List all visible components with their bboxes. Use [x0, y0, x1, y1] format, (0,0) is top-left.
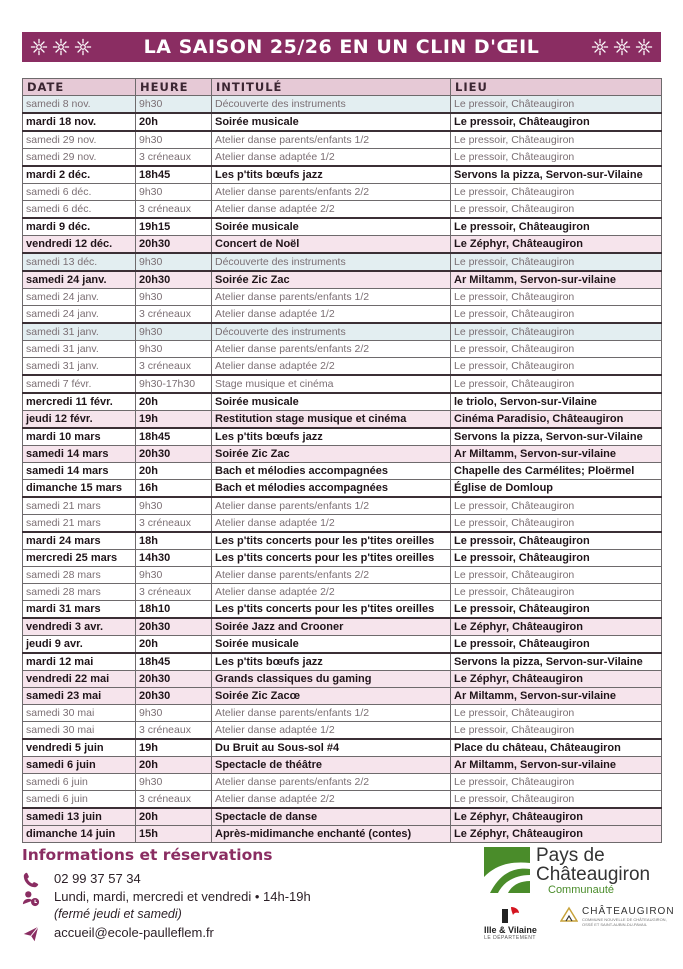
cell-date: samedi 21 mars [23, 515, 136, 533]
cell-place: Le pressoir, Châteaugiron [451, 289, 662, 306]
cell-title: Atelier danse adaptée 2/2 [212, 791, 451, 809]
cell-date: samedi 6 juin [23, 757, 136, 774]
cell-date: mercredi 11 févr. [23, 393, 136, 411]
cell-date: mardi 31 mars [23, 601, 136, 619]
table-row [23, 446, 662, 463]
cell-date: samedi 14 mars [23, 463, 136, 480]
cell-time: 19h [136, 739, 212, 757]
cell-title: Bach et mélodies accompagnées [212, 463, 451, 480]
table-row [23, 515, 662, 533]
cell-place: Le pressoir, Châteaugiron [451, 306, 662, 324]
cell-place: Le pressoir, Châteaugiron [451, 515, 662, 533]
cell-time: 20h30 [136, 271, 212, 289]
cell-time: 20h [136, 393, 212, 411]
cell-title: Concert de Noël [212, 236, 451, 254]
cell-title: Atelier danse adaptée 1/2 [212, 149, 451, 167]
table-row [23, 375, 662, 393]
cell-title: Spectacle de théâtre [212, 757, 451, 774]
flower-icon [30, 38, 48, 56]
cell-time: 3 créneaux [136, 358, 212, 376]
cell-date: mardi 24 mars [23, 532, 136, 550]
flower-decoration-right [591, 38, 653, 56]
cell-time: 20h30 [136, 688, 212, 705]
cell-time: 20h [136, 463, 212, 480]
table-row [23, 411, 662, 429]
cell-date: dimanche 15 mars [23, 480, 136, 498]
cell-place: Ar Miltamm, Servon-sur-vilaine [451, 446, 662, 463]
cell-date: vendredi 12 déc. [23, 236, 136, 254]
cell-time: 20h [136, 808, 212, 826]
flower-icon [591, 38, 609, 56]
cell-place: Servons la pizza, Servon-sur-Vilaine [451, 428, 662, 446]
cell-date: samedi 13 juin [23, 808, 136, 826]
cell-place: Le pressoir, Châteaugiron [451, 358, 662, 376]
cell-place: Le pressoir, Châteaugiron [451, 584, 662, 601]
cell-date: mercredi 25 mars [23, 550, 136, 567]
table-row [23, 306, 662, 324]
table-row [23, 688, 662, 705]
cell-place: Ar Miltamm, Servon-sur-vilaine [451, 757, 662, 774]
table-row [23, 149, 662, 167]
pays-chateaugiron-logo [484, 847, 650, 896]
cell-date: samedi 6 juin [23, 774, 136, 791]
cell-title: Les p'tits bœufs jazz [212, 428, 451, 446]
table-row [23, 550, 662, 567]
cell-time: 3 créneaux [136, 791, 212, 809]
cell-place: Servons la pizza, Servon-sur-Vilaine [451, 653, 662, 671]
cell-time: 16h [136, 480, 212, 498]
table-row [23, 463, 662, 480]
cell-place: Chapelle des Carmélites; Ploërmel [451, 463, 662, 480]
cell-place: Le pressoir, Châteaugiron [451, 567, 662, 584]
flower-decoration-left [30, 38, 92, 56]
table-row [23, 671, 662, 688]
flower-icon [74, 38, 92, 56]
cell-title: Soirée Zic Zac [212, 271, 451, 289]
table-row [23, 567, 662, 584]
paper-plane-icon [22, 925, 40, 943]
cell-date: samedi 7 févr. [23, 375, 136, 393]
table-row [23, 601, 662, 619]
cell-title: Atelier danse adaptée 1/2 [212, 722, 451, 740]
cell-title: Après-midimanche enchanté (contes) [212, 826, 451, 843]
cell-time: 18h45 [136, 653, 212, 671]
cell-place: Le pressoir, Châteaugiron [451, 341, 662, 358]
cell-time: 18h45 [136, 166, 212, 184]
cell-title: Les p'tits bœufs jazz [212, 653, 451, 671]
cell-title: Soirée musicale [212, 393, 451, 411]
cell-date: vendredi 3 avr. [23, 618, 136, 636]
cell-date: samedi 24 janv. [23, 306, 136, 324]
chateaugiron-name: CHÂTEAUGIRON [582, 906, 675, 917]
cell-date: jeudi 9 avr. [23, 636, 136, 654]
cell-time: 3 créneaux [136, 722, 212, 740]
cell-time: 9h30 [136, 497, 212, 515]
cell-date: samedi 31 janv. [23, 323, 136, 341]
table-row [23, 705, 662, 722]
ille-vilaine-sub: LE DÉPARTEMENT [484, 935, 536, 941]
cell-time: 9h30 [136, 289, 212, 306]
cell-time: 9h30 [136, 253, 212, 271]
cell-date: samedi 30 mai [23, 722, 136, 740]
table-row [23, 393, 662, 411]
pays-logo-line2: Châteaugiron [536, 864, 651, 885]
cell-title: Soirée musicale [212, 636, 451, 654]
table-row [23, 584, 662, 601]
cell-place: Servons la pizza, Servon-sur-Vilaine [451, 166, 662, 184]
cell-time: 3 créneaux [136, 515, 212, 533]
table-header-row [23, 79, 662, 96]
cell-place: Le pressoir, Châteaugiron [451, 323, 662, 341]
chateaugiron-icon [560, 906, 578, 922]
cell-date: vendredi 22 mai [23, 671, 136, 688]
cell-place: Le pressoir, Châteaugiron [451, 149, 662, 167]
table-row [23, 113, 662, 131]
cell-time: 9h30 [136, 96, 212, 114]
cell-place: Ar Miltamm, Servon-sur-vilaine [451, 688, 662, 705]
cell-title: Atelier danse parents/enfants 2/2 [212, 184, 451, 201]
cell-date: samedi 31 janv. [23, 341, 136, 358]
cell-time: 3 créneaux [136, 149, 212, 167]
ille-vilaine-name: Ille & Vilaine [484, 925, 537, 935]
table-row [23, 497, 662, 515]
cell-date: samedi 29 nov. [23, 131, 136, 149]
cell-title: Atelier danse adaptée 2/2 [212, 201, 451, 219]
email-link[interactable]: accueil@ecole-paulleflem.fr [54, 925, 214, 940]
cell-date: samedi 13 déc. [23, 253, 136, 271]
cell-title: Soirée musicale [212, 218, 451, 236]
cell-place: Le pressoir, Châteaugiron [451, 218, 662, 236]
cell-time: 9h30 [136, 131, 212, 149]
cell-date: samedi 23 mai [23, 688, 136, 705]
cell-title: Atelier danse parents/enfants 2/2 [212, 774, 451, 791]
cell-date: samedi 24 janv. [23, 289, 136, 306]
cell-title: Bach et mélodies accompagnées [212, 480, 451, 498]
cell-title: Soirée Zic Zacœ [212, 688, 451, 705]
info-title: Informations et réservations [22, 846, 273, 864]
table-row [23, 653, 662, 671]
cell-place: le triolo, Servon-sur-Vilaine [451, 393, 662, 411]
cell-place: Cinéma Paradisio, Châteaugiron [451, 411, 662, 429]
cell-date: samedi 21 mars [23, 497, 136, 515]
email-line [22, 925, 214, 943]
cell-time: 9h30 [136, 705, 212, 722]
closed-days: (fermé jeudi et samedi) [54, 907, 182, 921]
table-row [23, 236, 662, 254]
cell-title: Découverte des instruments [212, 253, 451, 271]
chateaugiron-commune-logo [560, 906, 678, 927]
cell-date: samedi 24 janv. [23, 271, 136, 289]
pays-logo-line1: Pays de [536, 845, 605, 866]
table-row [23, 636, 662, 654]
cell-title: Atelier danse parents/enfants 1/2 [212, 131, 451, 149]
cell-time: 9h30-17h30 [136, 375, 212, 393]
cell-place: Le pressoir, Châteaugiron [451, 550, 662, 567]
chateaugiron-sub: COMMUNE NOUVELLE DE CHÂTEAUGIRON, OSSÉ ET SAINT-AUBIN-DU-PAVAIL [582, 917, 667, 927]
cell-time: 9h30 [136, 567, 212, 584]
title-banner [22, 32, 661, 62]
cell-time: 19h [136, 411, 212, 429]
table-row [23, 253, 662, 271]
cell-place: Le pressoir, Châteaugiron [451, 375, 662, 393]
cell-title: Spectacle de danse [212, 808, 451, 826]
cell-time: 19h15 [136, 218, 212, 236]
cell-time: 9h30 [136, 323, 212, 341]
phone-number[interactable]: 02 99 37 57 34 [54, 871, 141, 886]
cell-time: 20h30 [136, 618, 212, 636]
user-clock-icon [22, 889, 40, 907]
cell-date: mardi 10 mars [23, 428, 136, 446]
cell-date: samedi 30 mai [23, 705, 136, 722]
cell-place: Place du château, Châteaugiron [451, 739, 662, 757]
column-header-time: HEURE [136, 79, 212, 96]
table-row [23, 271, 662, 289]
cell-time: 20h [136, 636, 212, 654]
cell-time: 20h30 [136, 671, 212, 688]
cell-place: Le pressoir, Châteaugiron [451, 96, 662, 114]
schedule-table [22, 78, 662, 843]
cell-place: Le Zéphyr, Châteaugiron [451, 808, 662, 826]
cell-time: 18h [136, 532, 212, 550]
cell-place: Le pressoir, Châteaugiron [451, 184, 662, 201]
cell-title: Atelier danse parents/enfants 2/2 [212, 567, 451, 584]
table-row [23, 184, 662, 201]
cell-place: Le pressoir, Châteaugiron [451, 253, 662, 271]
cell-title: Soirée Jazz and Crooner [212, 618, 451, 636]
table-row [23, 480, 662, 498]
cell-time: 3 créneaux [136, 201, 212, 219]
cell-title: Atelier danse parents/enfants 1/2 [212, 705, 451, 722]
cell-title: Atelier danse adaptée 2/2 [212, 584, 451, 601]
page-title: LA SAISON 25/26 EN UN CLIN D'ŒIL [143, 36, 540, 58]
table-row [23, 218, 662, 236]
cell-title: Atelier danse adaptée 2/2 [212, 358, 451, 376]
cell-title: Stage musique et cinéma [212, 375, 451, 393]
cell-date: samedi 14 mars [23, 446, 136, 463]
pays-logo-line3: Communauté [548, 884, 615, 896]
cell-title: Atelier danse parents/enfants 2/2 [212, 341, 451, 358]
phone-line [22, 871, 141, 889]
cell-time: 9h30 [136, 184, 212, 201]
cell-time: 18h10 [136, 601, 212, 619]
cell-title: Découverte des instruments [212, 323, 451, 341]
cell-date: samedi 31 janv. [23, 358, 136, 376]
table-row [23, 358, 662, 376]
cell-place: Le pressoir, Châteaugiron [451, 601, 662, 619]
cell-date: mardi 18 nov. [23, 113, 136, 131]
cell-title: Soirée Zic Zac [212, 446, 451, 463]
column-header-place: LIEU [451, 79, 662, 96]
cell-time: 14h30 [136, 550, 212, 567]
table-row [23, 289, 662, 306]
cell-title: Grands classiques du gaming [212, 671, 451, 688]
pays-logo-icon [484, 847, 530, 893]
cell-time: 20h30 [136, 236, 212, 254]
cell-place: Le Zéphyr, Châteaugiron [451, 671, 662, 688]
table-row [23, 532, 662, 550]
table-row [23, 791, 662, 809]
cell-place: Le pressoir, Châteaugiron [451, 131, 662, 149]
cell-time: 18h45 [136, 428, 212, 446]
cell-place: Le Zéphyr, Châteaugiron [451, 618, 662, 636]
cell-date: dimanche 14 juin [23, 826, 136, 843]
cell-date: samedi 28 mars [23, 584, 136, 601]
cell-time: 20h [136, 757, 212, 774]
table-row [23, 618, 662, 636]
hours-line [22, 889, 311, 907]
table-row [23, 774, 662, 791]
table-row [23, 428, 662, 446]
cell-place: Église de Domloup [451, 480, 662, 498]
cell-title: Atelier danse parents/enfants 1/2 [212, 289, 451, 306]
cell-place: Le Zéphyr, Châteaugiron [451, 236, 662, 254]
cell-date: samedi 8 nov. [23, 96, 136, 114]
cell-title: Atelier danse adaptée 1/2 [212, 515, 451, 533]
table-row [23, 201, 662, 219]
table-row [23, 826, 662, 843]
cell-date: samedi 6 déc. [23, 201, 136, 219]
cell-time: 3 créneaux [136, 584, 212, 601]
cell-title: Restitution stage musique et cinéma [212, 411, 451, 429]
table-row [23, 166, 662, 184]
cell-place: Le pressoir, Châteaugiron [451, 636, 662, 654]
table-row [23, 96, 662, 114]
cell-title: Les p'tits concerts pour les p'tites oreilles [212, 601, 451, 619]
cell-title: Soirée musicale [212, 113, 451, 131]
table-row [23, 739, 662, 757]
cell-time: 20h30 [136, 446, 212, 463]
cell-place: Le pressoir, Châteaugiron [451, 201, 662, 219]
table-row [23, 722, 662, 740]
column-header-date: DATE [23, 79, 136, 96]
cell-place: Le pressoir, Châteaugiron [451, 774, 662, 791]
cell-date: samedi 6 juin [23, 791, 136, 809]
cell-date: mardi 9 déc. [23, 218, 136, 236]
table-row [23, 131, 662, 149]
cell-place: Le pressoir, Châteaugiron [451, 497, 662, 515]
cell-time: 20h [136, 113, 212, 131]
column-header-title: INTITULÉ [212, 79, 451, 96]
cell-time: 15h [136, 826, 212, 843]
flower-icon [613, 38, 631, 56]
flower-icon [52, 38, 70, 56]
table-row [23, 757, 662, 774]
cell-date: samedi 29 nov. [23, 149, 136, 167]
cell-place: Le pressoir, Châteaugiron [451, 791, 662, 809]
cell-date: vendredi 5 juin [23, 739, 136, 757]
cell-place: Le Zéphyr, Châteaugiron [451, 826, 662, 843]
cell-title: Du Bruit au Sous-sol #4 [212, 739, 451, 757]
cell-title: Découverte des instruments [212, 96, 451, 114]
cell-title: Les p'tits concerts pour les p'tites oreilles [212, 532, 451, 550]
cell-title: Atelier danse adaptée 1/2 [212, 306, 451, 324]
flower-icon [635, 38, 653, 56]
table-row [23, 808, 662, 826]
cell-place: Le pressoir, Châteaugiron [451, 705, 662, 722]
cell-title: Les p'tits bœufs jazz [212, 166, 451, 184]
cell-date: mardi 2 déc. [23, 166, 136, 184]
cell-place: Le pressoir, Châteaugiron [451, 722, 662, 740]
cell-place: Le pressoir, Châteaugiron [451, 532, 662, 550]
cell-date: mardi 12 mai [23, 653, 136, 671]
ille-vilaine-icon [499, 905, 521, 925]
cell-time: 9h30 [136, 774, 212, 791]
ille-vilaine-logo [484, 905, 536, 941]
cell-time: 3 créneaux [136, 306, 212, 324]
cell-date: samedi 28 mars [23, 567, 136, 584]
opening-hours: Lundi, mardi, mercredi et vendredi • 14h-19h [54, 889, 311, 904]
schedule-body [23, 96, 662, 843]
cell-time: 9h30 [136, 341, 212, 358]
table-row [23, 341, 662, 358]
cell-title: Atelier danse parents/enfants 1/2 [212, 497, 451, 515]
phone-icon [22, 871, 40, 889]
cell-place: Le pressoir, Châteaugiron [451, 113, 662, 131]
cell-title: Les p'tits concerts pour les p'tites oreilles [212, 550, 451, 567]
cell-place: Ar Miltamm, Servon-sur-vilaine [451, 271, 662, 289]
table-row [23, 323, 662, 341]
cell-date: samedi 6 déc. [23, 184, 136, 201]
cell-date: jeudi 12 févr. [23, 411, 136, 429]
